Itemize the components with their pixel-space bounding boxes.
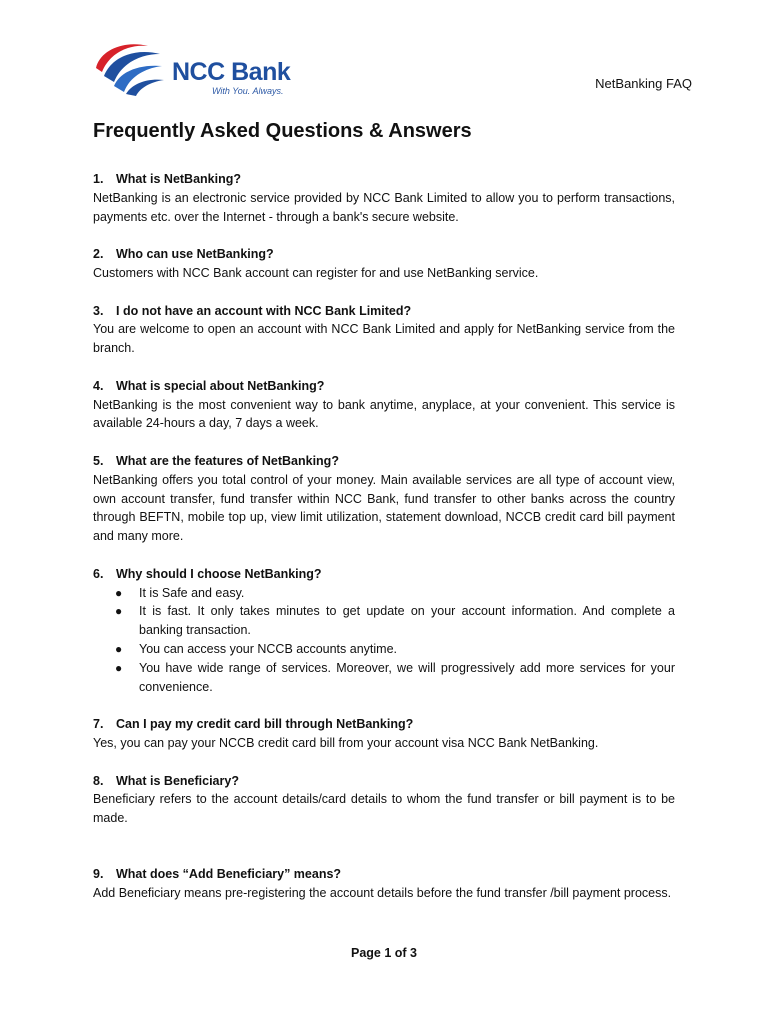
faq-item-8 xyxy=(93,772,675,828)
bullet-text: It is Safe and easy. xyxy=(139,585,245,600)
question-text: What are the features of NetBanking? xyxy=(116,453,339,468)
question-text: What is NetBanking? xyxy=(116,172,242,186)
faq-item-3 xyxy=(93,302,675,358)
faq-answer: Yes, you can pay your NCCB credit card bill from your account visa NCC Bank NetBanking. xyxy=(93,735,599,750)
logo-mark-icon xyxy=(90,38,170,98)
faq-question xyxy=(93,565,675,584)
question-number: 8. xyxy=(93,773,104,788)
document-label: NetBanking FAQ xyxy=(595,76,692,91)
question-text: Who can use NetBanking? xyxy=(116,247,274,262)
question-text: Why should I choose NetBanking? xyxy=(116,566,322,581)
faq-answer: Add Beneficiary means pre-registering the account details before the fund transfer /bill payment process. xyxy=(93,886,672,901)
question-text: What is special about NetBanking? xyxy=(116,378,325,393)
bullet-icon: ● xyxy=(115,585,123,600)
bullet-icon: ● xyxy=(115,604,123,619)
question-number: 6. xyxy=(93,566,104,581)
question-number: 2. xyxy=(93,247,104,262)
page-number: Page 1 of 3 xyxy=(351,946,417,960)
ncc-bank-logo xyxy=(90,38,320,102)
bullet-text: You can access your NCCB accounts anytime. xyxy=(139,641,397,656)
question-number: 1. xyxy=(93,172,104,186)
bullet-item xyxy=(93,640,675,659)
bullet-item xyxy=(93,659,675,697)
bullet-text: It is fast. It only takes minutes to get update on your account information. And complete a banking transaction. xyxy=(139,604,675,638)
question-text: Can I pay my credit card bill through NetBanking? xyxy=(116,717,414,732)
bullet-item xyxy=(93,584,675,603)
bullet-icon: ● xyxy=(115,641,123,656)
question-text: What does “Add Beneficiary” means? xyxy=(116,867,342,882)
question-text: I do not have an account with NCC Bank Limited? xyxy=(116,303,412,318)
faq-answer: NetBanking is an electronic service provided by NCC Bank Limited to allow you to perform transactions, payments etc. over the Internet - through a bank's secure website. xyxy=(93,190,675,224)
question-number: 7. xyxy=(93,717,104,732)
faq-answer: Customers with NCC Bank account can register for and use NetBanking service. xyxy=(93,265,539,280)
faq-question xyxy=(93,245,675,264)
question-number: 3. xyxy=(93,303,104,318)
bullet-list xyxy=(93,584,675,697)
faq-answer: NetBanking is the most convenient way to bank anytime, anyplace, at your convenient. This service is available 24-hours a day, 7 days a week. xyxy=(93,397,675,431)
question-number: 9. xyxy=(93,867,104,882)
faq-item-6 xyxy=(93,565,675,697)
logo-wordmark: NCC Bank xyxy=(172,58,291,86)
faq-question xyxy=(93,302,675,321)
faq-item-9 xyxy=(93,865,675,903)
faq-answer: Beneficiary refers to the account details/card details to whom the fund transfer or bill payment is to be made. xyxy=(93,792,675,826)
faq-item-2 xyxy=(93,245,675,283)
question-number: 5. xyxy=(93,453,104,468)
faq-question xyxy=(93,452,675,471)
faq-item-5 xyxy=(93,452,675,546)
page-title: Frequently Asked Questions & Answers xyxy=(93,120,472,142)
faq-answer: NetBanking offers you total control of your money. Main available services are all type of account view, own account transfer, fund transfer within NCC Bank, fund transfer to other banks across the country through BEFTN, mobile top up, view limit utilization, statement download, NCCB credit card bill payment and many more. xyxy=(93,472,675,544)
logo-tagline: With You. Always. xyxy=(212,86,284,96)
question-text: What is Beneficiary? xyxy=(116,773,239,788)
question-number: 4. xyxy=(93,378,104,393)
faq-item-1 xyxy=(93,170,675,226)
faq-item-7 xyxy=(93,715,675,753)
bullet-item xyxy=(93,602,675,640)
faq-question xyxy=(93,772,675,791)
bullet-text: You have wide range of services. Moreover, we will progressively add more services for your convenience. xyxy=(139,660,675,694)
faq-question xyxy=(93,377,675,396)
bullet-icon: ● xyxy=(115,660,123,675)
faq-question xyxy=(93,715,675,734)
faq-list xyxy=(93,170,675,922)
faq-answer: You are welcome to open an account with NCC Bank Limited and apply for NetBanking service from the branch. xyxy=(93,322,675,356)
faq-question xyxy=(93,170,675,189)
faq-question xyxy=(93,865,675,884)
faq-item-4 xyxy=(93,377,675,433)
